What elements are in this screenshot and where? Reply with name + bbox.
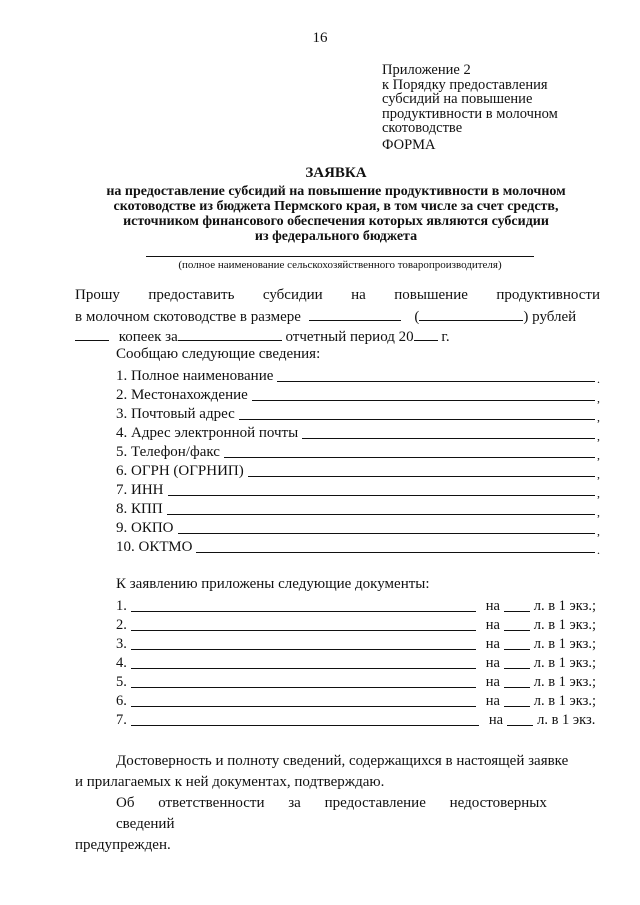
field-end: , bbox=[597, 486, 600, 500]
confirmation-line-2: и прилагаемых к ней документах, подтверждаю. bbox=[75, 774, 385, 790]
confirmation-line-1 bbox=[75, 751, 600, 772]
document-subtitle bbox=[70, 184, 602, 244]
warning-line-1 bbox=[75, 793, 600, 835]
warning-paragraph bbox=[75, 793, 600, 856]
field-label: 4. Адрес электронной почты bbox=[116, 425, 299, 441]
document-number: 4. bbox=[116, 655, 127, 671]
document-number: 1. bbox=[116, 598, 127, 614]
field-label: 7. ИНН bbox=[116, 482, 164, 498]
appendix-line: скотоводстве bbox=[382, 120, 463, 136]
field-line bbox=[168, 495, 596, 496]
request-line-1 bbox=[75, 287, 600, 304]
field-phone-fax bbox=[116, 442, 600, 461]
amount-words-field bbox=[419, 307, 523, 321]
document-row bbox=[116, 653, 596, 672]
year-field bbox=[414, 327, 438, 341]
confirmation-paragraph bbox=[75, 751, 600, 793]
document-sheets-line bbox=[504, 687, 530, 688]
field-line bbox=[167, 514, 595, 515]
request-word: Прошу bbox=[75, 287, 120, 303]
document-row bbox=[116, 615, 596, 634]
field-end: , bbox=[597, 524, 600, 538]
request-text: ( bbox=[414, 309, 420, 325]
document-name-line bbox=[131, 611, 476, 612]
document-sheets-line bbox=[504, 630, 530, 631]
request-line-2 bbox=[75, 307, 600, 326]
request-word: субсидии bbox=[262, 287, 323, 303]
document-na: на bbox=[488, 712, 504, 728]
subtitle-line: из федерального бюджета bbox=[254, 229, 418, 244]
document-sheets: л. в 1 экз.; bbox=[533, 674, 596, 690]
appendix-line: Приложение 2 bbox=[382, 62, 471, 78]
document-title: ЗАЯВКА bbox=[305, 165, 367, 181]
document-name-line bbox=[131, 687, 476, 688]
field-line bbox=[302, 438, 595, 439]
subtitle-line: скотоводстве из бюджета Пермского края, в том числе за счет средств, bbox=[113, 199, 559, 214]
subtitle-line: источником финансового обеспечения которых являются субсидии bbox=[123, 214, 549, 229]
field-full-name bbox=[116, 366, 600, 385]
document-name-line bbox=[131, 630, 476, 631]
appendix-line: продуктивности в молочном bbox=[382, 105, 558, 122]
document-na: на bbox=[485, 617, 500, 633]
request-text: ) рублей bbox=[523, 309, 577, 325]
field-end: , bbox=[597, 429, 600, 443]
document-name-line bbox=[131, 668, 476, 669]
field-label: 1. Полное наименование bbox=[116, 368, 274, 384]
field-line bbox=[252, 400, 595, 401]
document-row bbox=[116, 634, 596, 653]
document-sheets-line bbox=[504, 668, 530, 669]
request-text: г. bbox=[441, 329, 450, 345]
document-sheets: л. в 1 экз.; bbox=[533, 655, 596, 671]
field-inn bbox=[116, 480, 600, 499]
document-row bbox=[116, 596, 596, 615]
applicant-name-caption: (полное наименование сельскохозяйственного товаропроизводителя) bbox=[178, 259, 502, 271]
field-end: , bbox=[597, 505, 600, 519]
document-number: 6. bbox=[116, 693, 127, 709]
field-label: 2. Местонахождение bbox=[116, 387, 248, 403]
document-number: 3. bbox=[116, 636, 127, 652]
document-row bbox=[116, 691, 596, 710]
document-row bbox=[116, 710, 596, 729]
period-field bbox=[178, 327, 282, 341]
field-line bbox=[248, 476, 595, 477]
field-end: . bbox=[597, 543, 600, 557]
request-text: копеек за bbox=[118, 329, 178, 345]
field-line bbox=[196, 552, 595, 553]
document-sheets: л. в 1 экз.; bbox=[533, 693, 596, 709]
request-word: предоставить bbox=[148, 287, 235, 303]
document-sheets: л. в 1 экз.; bbox=[533, 617, 596, 633]
request-line-3 bbox=[75, 327, 600, 346]
paragraph-text: Достоверность и полноту сведений, содержащихся в настоящей заявке bbox=[116, 753, 569, 769]
field-kpp bbox=[116, 499, 600, 518]
document-sheets-line bbox=[504, 649, 530, 650]
field-ogrn bbox=[116, 461, 600, 480]
field-line bbox=[224, 457, 595, 458]
page-number: 16 bbox=[312, 30, 328, 46]
document-na: на bbox=[485, 598, 500, 614]
document-sheets: л. в 1 экз. bbox=[537, 712, 596, 728]
field-line bbox=[239, 419, 595, 420]
field-postal-address bbox=[116, 404, 600, 423]
field-label: 3. Почтовый адрес bbox=[116, 406, 235, 422]
appendix-line: к Порядку предоставления bbox=[382, 76, 548, 93]
document-name-line bbox=[131, 706, 476, 707]
field-email bbox=[116, 423, 600, 442]
document-na: на bbox=[485, 636, 500, 652]
document-sheets-line bbox=[504, 611, 530, 612]
documents-intro: К заявлению приложены следующие документы: bbox=[116, 576, 430, 592]
document-sheets: л. в 1 экз.; bbox=[533, 636, 596, 652]
appendix-line: субсидий на повышение bbox=[382, 91, 533, 107]
field-line bbox=[178, 533, 595, 534]
field-okpo bbox=[116, 518, 600, 537]
document-name-line bbox=[131, 725, 479, 726]
appendix-block bbox=[382, 63, 622, 136]
subtitle-line: на предоставление субсидий на повышение продуктивности в молочном bbox=[106, 184, 566, 199]
document-row bbox=[116, 672, 596, 691]
applicant-name-field bbox=[146, 256, 534, 257]
field-label: 8. КПП bbox=[116, 501, 163, 517]
document-number: 7. bbox=[116, 712, 127, 728]
field-label: 10. ОКТМО bbox=[116, 539, 193, 555]
field-end: . bbox=[597, 372, 600, 386]
warning-line-2: предупрежден. bbox=[75, 837, 171, 853]
request-word: продуктивности bbox=[496, 287, 600, 303]
field-oktmo bbox=[116, 537, 600, 556]
paragraph-text: Об ответственности за предоставление недостоверных сведений bbox=[116, 795, 547, 832]
document-sheets: л. в 1 экз.; bbox=[533, 598, 596, 614]
document-na: на bbox=[485, 674, 500, 690]
document-sheets-line bbox=[504, 706, 530, 707]
field-end: , bbox=[597, 410, 600, 424]
field-end: , bbox=[597, 391, 600, 405]
document-name-line bbox=[131, 649, 476, 650]
request-word: на bbox=[351, 287, 366, 303]
request-word: повышение bbox=[394, 287, 468, 303]
amount-number-field bbox=[309, 307, 401, 321]
kopecks-field bbox=[75, 327, 109, 341]
document-number: 5. bbox=[116, 674, 127, 690]
document-number: 2. bbox=[116, 617, 127, 633]
field-location bbox=[116, 385, 600, 404]
field-line bbox=[277, 381, 595, 382]
field-end: , bbox=[597, 448, 600, 462]
field-label: 6. ОГРН (ОГРНИП) bbox=[116, 463, 244, 479]
document-na: на bbox=[485, 655, 500, 671]
request-text: отчетный период 20 bbox=[285, 329, 414, 345]
request-text: в молочном скотоводстве в размере bbox=[75, 309, 301, 325]
form-label: ФОРМА bbox=[382, 137, 436, 153]
document-na: на bbox=[485, 693, 500, 709]
document-sheets-line bbox=[507, 725, 533, 726]
field-label: 9. ОКПО bbox=[116, 520, 174, 536]
field-end: , bbox=[597, 467, 600, 481]
info-intro: Сообщаю следующие сведения: bbox=[116, 346, 321, 362]
field-label: 5. Телефон/факс bbox=[116, 444, 220, 460]
